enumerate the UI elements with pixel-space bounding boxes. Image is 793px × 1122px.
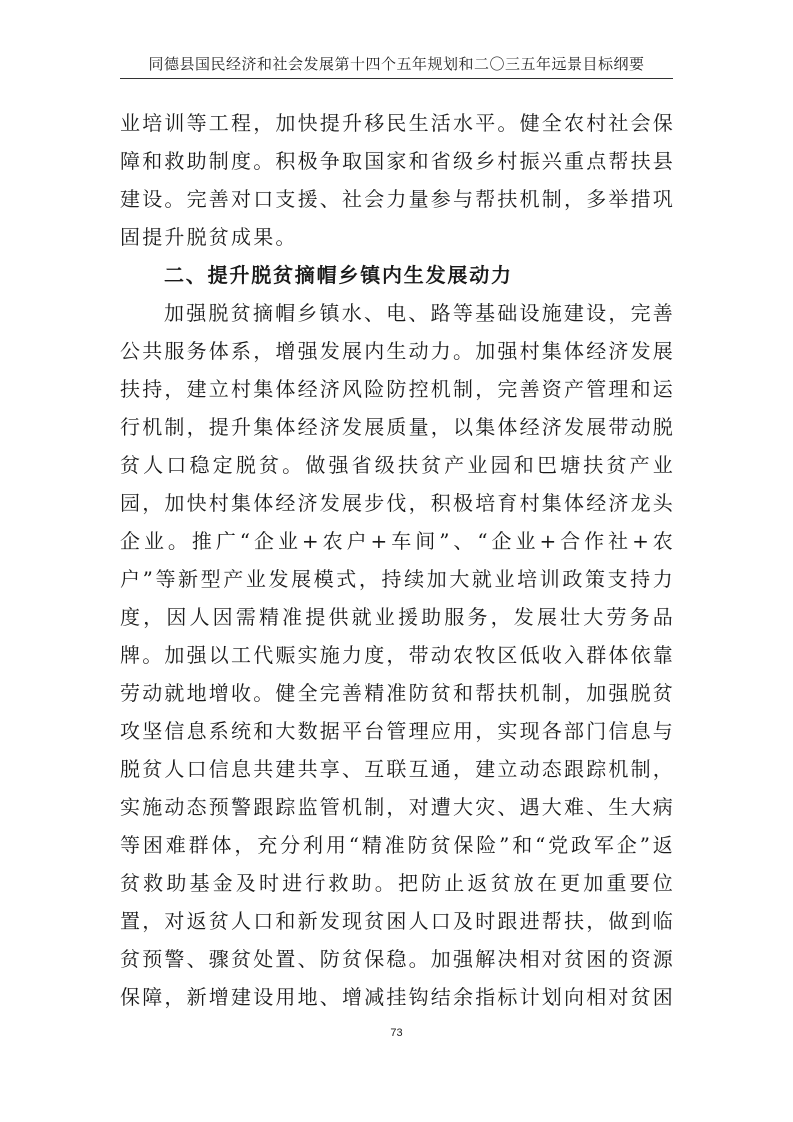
section-heading: 二、提升脱贫摘帽乡镇内生发展动力 bbox=[164, 263, 513, 287]
running-header: 同德县国民经济和社会发展第十四个五年规划和二〇三五年远景目标纲要 bbox=[148, 55, 645, 73]
document-body bbox=[120, 104, 675, 1016]
body-paragraph: 加强脱贫摘帽乡镇水、电、路等基础设施建设，完善公共服务体系，增强发展内生动力。加强村集体经济发展扶持，建立村集体经济风险防控机制，完善资产管理和运行机制，提升集体经济发展质量，以集体经济发展带动脱贫人口稳定脱贫。做强省级扶贫产业园和巴塘扶贫产业园，加快村集体经济发展步伐，积极培育村集体经济龙头企业。推广“企业+农户+车间”、“企业+合作社+农户”等新型产业发展模式，持续加大就业培训政策支持力度，因人因需精准提供就业援助服务，发展壮大劳务品牌。加强以工代赈实施力度，带动农牧区低收入群体依靠劳动就地增收。健全完善精准防贫和帮扶机制，加强脱贫攻坚信息系统和大数据平台管理应用，实现各部门信息与脱贫人口信息共建共享、互联互通，建立动态跟踪机制，实施动态预警跟踪监管机制，对遭大灾、遇大难、生大病等困难群体，充分利用“精准防贫保险”和“党政军企”返贫救助基金及时进行救助。把防止返贫放在更加重要位置，对返贫人口和新发现贫困人口及时跟进帮扶，做到临贫预警、骤贫处置、防贫保稳。加强解决相对贫困的资源保障，新增建设用地、增减挂钩结余指标计划向相对贫困 bbox=[120, 301, 675, 1009]
header-divider bbox=[120, 78, 673, 79]
continued-paragraph: 业培训等工程，加快提升移民生活水平。健全农村社会保障和救助制度。积极争取国家和省级乡村振兴重点帮扶县建设。完善对口支援、社会力量参与帮扶机制，多举措巩固提升脱贫成果。 bbox=[120, 111, 675, 249]
page-number: 73 bbox=[390, 1027, 403, 1039]
